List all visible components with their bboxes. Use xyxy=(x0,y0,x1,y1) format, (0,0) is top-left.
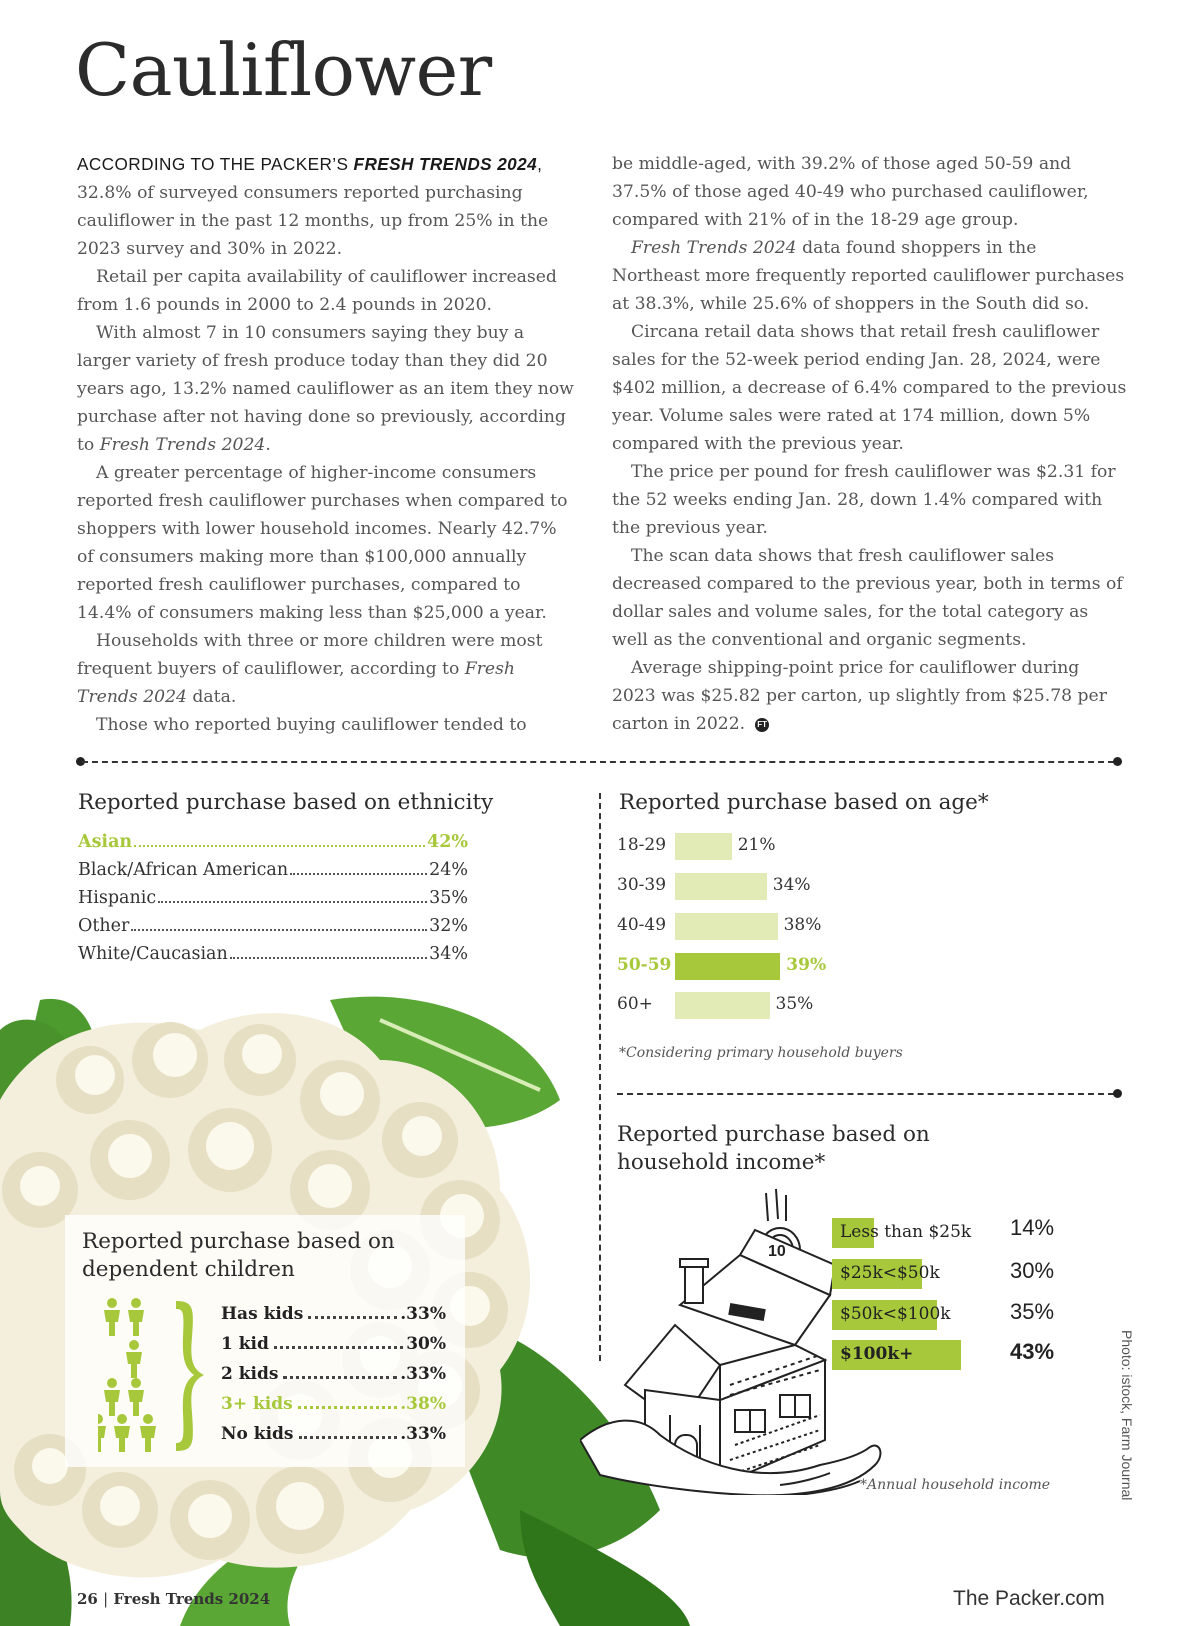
list-item: Black/African American 24% xyxy=(78,860,468,880)
age-bar xyxy=(675,833,732,860)
person-icon xyxy=(128,1298,144,1336)
photo-credit: Photo: istock, Farm Journal xyxy=(1119,1330,1135,1501)
paragraph-text: 32.8% of surveyed consumers reported purchasing cauliflower in the past 12 months, up from 25% in the 2023 survey and 30% in 2022. xyxy=(77,183,549,259)
family-icons xyxy=(98,1297,208,1455)
age-bar xyxy=(675,953,780,980)
list-item: 1 kid 30% xyxy=(221,1334,446,1354)
income-note: *Annual household income xyxy=(860,1477,1051,1493)
article-paragraph: Fresh Trends 2024 data found shoppers in the Northeast more frequently reported cauliflower purchases at 38.3%, while 25.6% of shoppers in the South did so. xyxy=(612,238,1125,314)
list-item: Other 32% xyxy=(78,916,468,936)
person-icon xyxy=(128,1378,144,1416)
article-paragraph: Retail per capita availability of cauliflower increased from 1.6 pounds in 2000 to 2.4 pounds in 2020. xyxy=(77,267,557,315)
age-bar-row xyxy=(617,913,917,941)
income-label: $50k<$100k xyxy=(840,1304,951,1324)
children-title: Reported purchase based on dependent children xyxy=(82,1229,395,1282)
person-icon xyxy=(114,1414,130,1452)
person-icon xyxy=(104,1378,120,1416)
article-column-right xyxy=(612,150,1127,738)
lead-caps: ACCORDING TO THE PACKER’S xyxy=(77,154,354,174)
list-item: Asian 42% xyxy=(78,832,468,852)
divider-dot xyxy=(1113,757,1122,766)
end-mark-icon: FT xyxy=(755,718,769,732)
article-paragraph xyxy=(77,150,577,263)
age-value: 35% xyxy=(775,994,814,1014)
age-label: 18-29 xyxy=(617,835,667,855)
list-item: 3+ kids .38% xyxy=(221,1394,446,1414)
age-chart-title: Reported purchase based on age* xyxy=(619,790,989,815)
lead-italic: FRESH TRENDS 2024 xyxy=(353,154,538,174)
income-value: 30% xyxy=(1010,1258,1055,1283)
age-note: *Considering primary household buyers xyxy=(619,1045,903,1061)
income-title: Reported purchase based on household income* xyxy=(617,1122,930,1175)
footer-folio: 26 | Fresh Trends 2024 xyxy=(77,1590,271,1608)
lead-comma: , xyxy=(537,154,543,174)
article-column-left xyxy=(77,150,577,739)
age-label: 30-39 xyxy=(617,875,667,895)
age-bar-row xyxy=(617,873,917,901)
list-item: Hispanic 35% xyxy=(78,888,468,908)
publication-name: Fresh Trends 2024 xyxy=(113,1590,271,1608)
income-label: $100k+ xyxy=(840,1344,914,1364)
coin-label: 10 xyxy=(768,1243,786,1260)
income-value: 35% xyxy=(1010,1299,1055,1324)
age-value: 34% xyxy=(772,875,811,895)
list-item: White/Caucasian 34% xyxy=(78,944,468,964)
footer-site: The Packer.com xyxy=(953,1587,1105,1610)
ethnicity-list xyxy=(78,828,468,968)
article-paragraph: The price per pound for fresh cauliflower was $2.31 for the 52 weeks ending Jan. 28, down 1.4% compared with the previous year. xyxy=(612,462,1116,538)
person-icon xyxy=(104,1298,120,1336)
page-number: 26 xyxy=(77,1590,98,1608)
article-paragraph: The scan data shows that fresh cauliflower sales decreased compared to the previous year, both in terms of dollar sales and volume sales, for the total category as well as the conventional and organic segments. xyxy=(612,546,1123,650)
person-icon xyxy=(98,1414,106,1452)
divider-dot xyxy=(1113,1089,1122,1098)
article-paragraph: Those who reported buying cauliflower tended to xyxy=(96,715,527,735)
article-paragraph: Households with three or more children were most frequent buyers of cauliflower, according to Fresh Trends 2024 data. xyxy=(77,631,543,707)
age-value: 39% xyxy=(786,955,827,975)
brace-icon xyxy=(176,1301,204,1451)
age-bar xyxy=(675,873,767,900)
list-item: Has kids .33% xyxy=(221,1304,446,1324)
list-item: 2 kids .33% xyxy=(221,1364,446,1384)
age-label: 60+ xyxy=(617,994,653,1014)
article-paragraph: Average shipping-point price for cauliflower during 2023 was $25.82 per carton, up slightly from $25.78 per carton in 2022. FT xyxy=(612,658,1107,734)
income-label: Less than $25k xyxy=(840,1222,972,1242)
page-title: Cauliflower xyxy=(75,28,492,112)
age-bar-row xyxy=(617,833,917,861)
person-icon xyxy=(140,1414,156,1452)
age-value: 38% xyxy=(783,915,822,935)
age-label: 40-49 xyxy=(617,915,667,935)
age-bar xyxy=(675,913,778,940)
income-value: 43% xyxy=(1010,1339,1055,1364)
article-paragraph: With almost 7 in 10 consumers saying they buy a larger variety of fresh produce today than they did 20 years ago, 13.2% named cauliflower as an item they now purchase after not having done so previously, according to Fresh Trends 2024. xyxy=(77,323,574,455)
age-bar-row xyxy=(617,953,917,981)
list-item: No kids .33% xyxy=(221,1424,446,1444)
income-label: $25k<$50k xyxy=(840,1263,940,1283)
age-value: 21% xyxy=(737,835,776,855)
ethnicity-title: Reported purchase based on ethnicity xyxy=(78,790,494,815)
section-divider xyxy=(82,761,1114,763)
person-icon xyxy=(126,1340,142,1378)
article-paragraph: A greater percentage of higher-income consumers reported fresh cauliflower purchases when compared to shoppers with lower household incomes. Nearly 42.7% of consumers making more than $100,000 annually reported fresh cauliflower purchases, compared to 14.4% of consumers making less than $25,000 a year. xyxy=(77,463,568,623)
article-paragraph: be middle-aged, with 39.2% of those aged 50-59 and 37.5% of those aged 40-49 who purchased cauliflower, compared with 21% of in the 18-29 age group. xyxy=(612,154,1089,230)
age-label: 50-59 xyxy=(617,955,672,975)
income-value: 14% xyxy=(1010,1215,1055,1240)
article-paragraph: Circana retail data shows that retail fresh cauliflower sales for the 52-week period ending Jan. 28, 2024, were $402 million, a decrease of 6.4% compared to the previous year. Volume sales were rated at 174 million, down 5% compared with the previous year. xyxy=(612,322,1127,454)
